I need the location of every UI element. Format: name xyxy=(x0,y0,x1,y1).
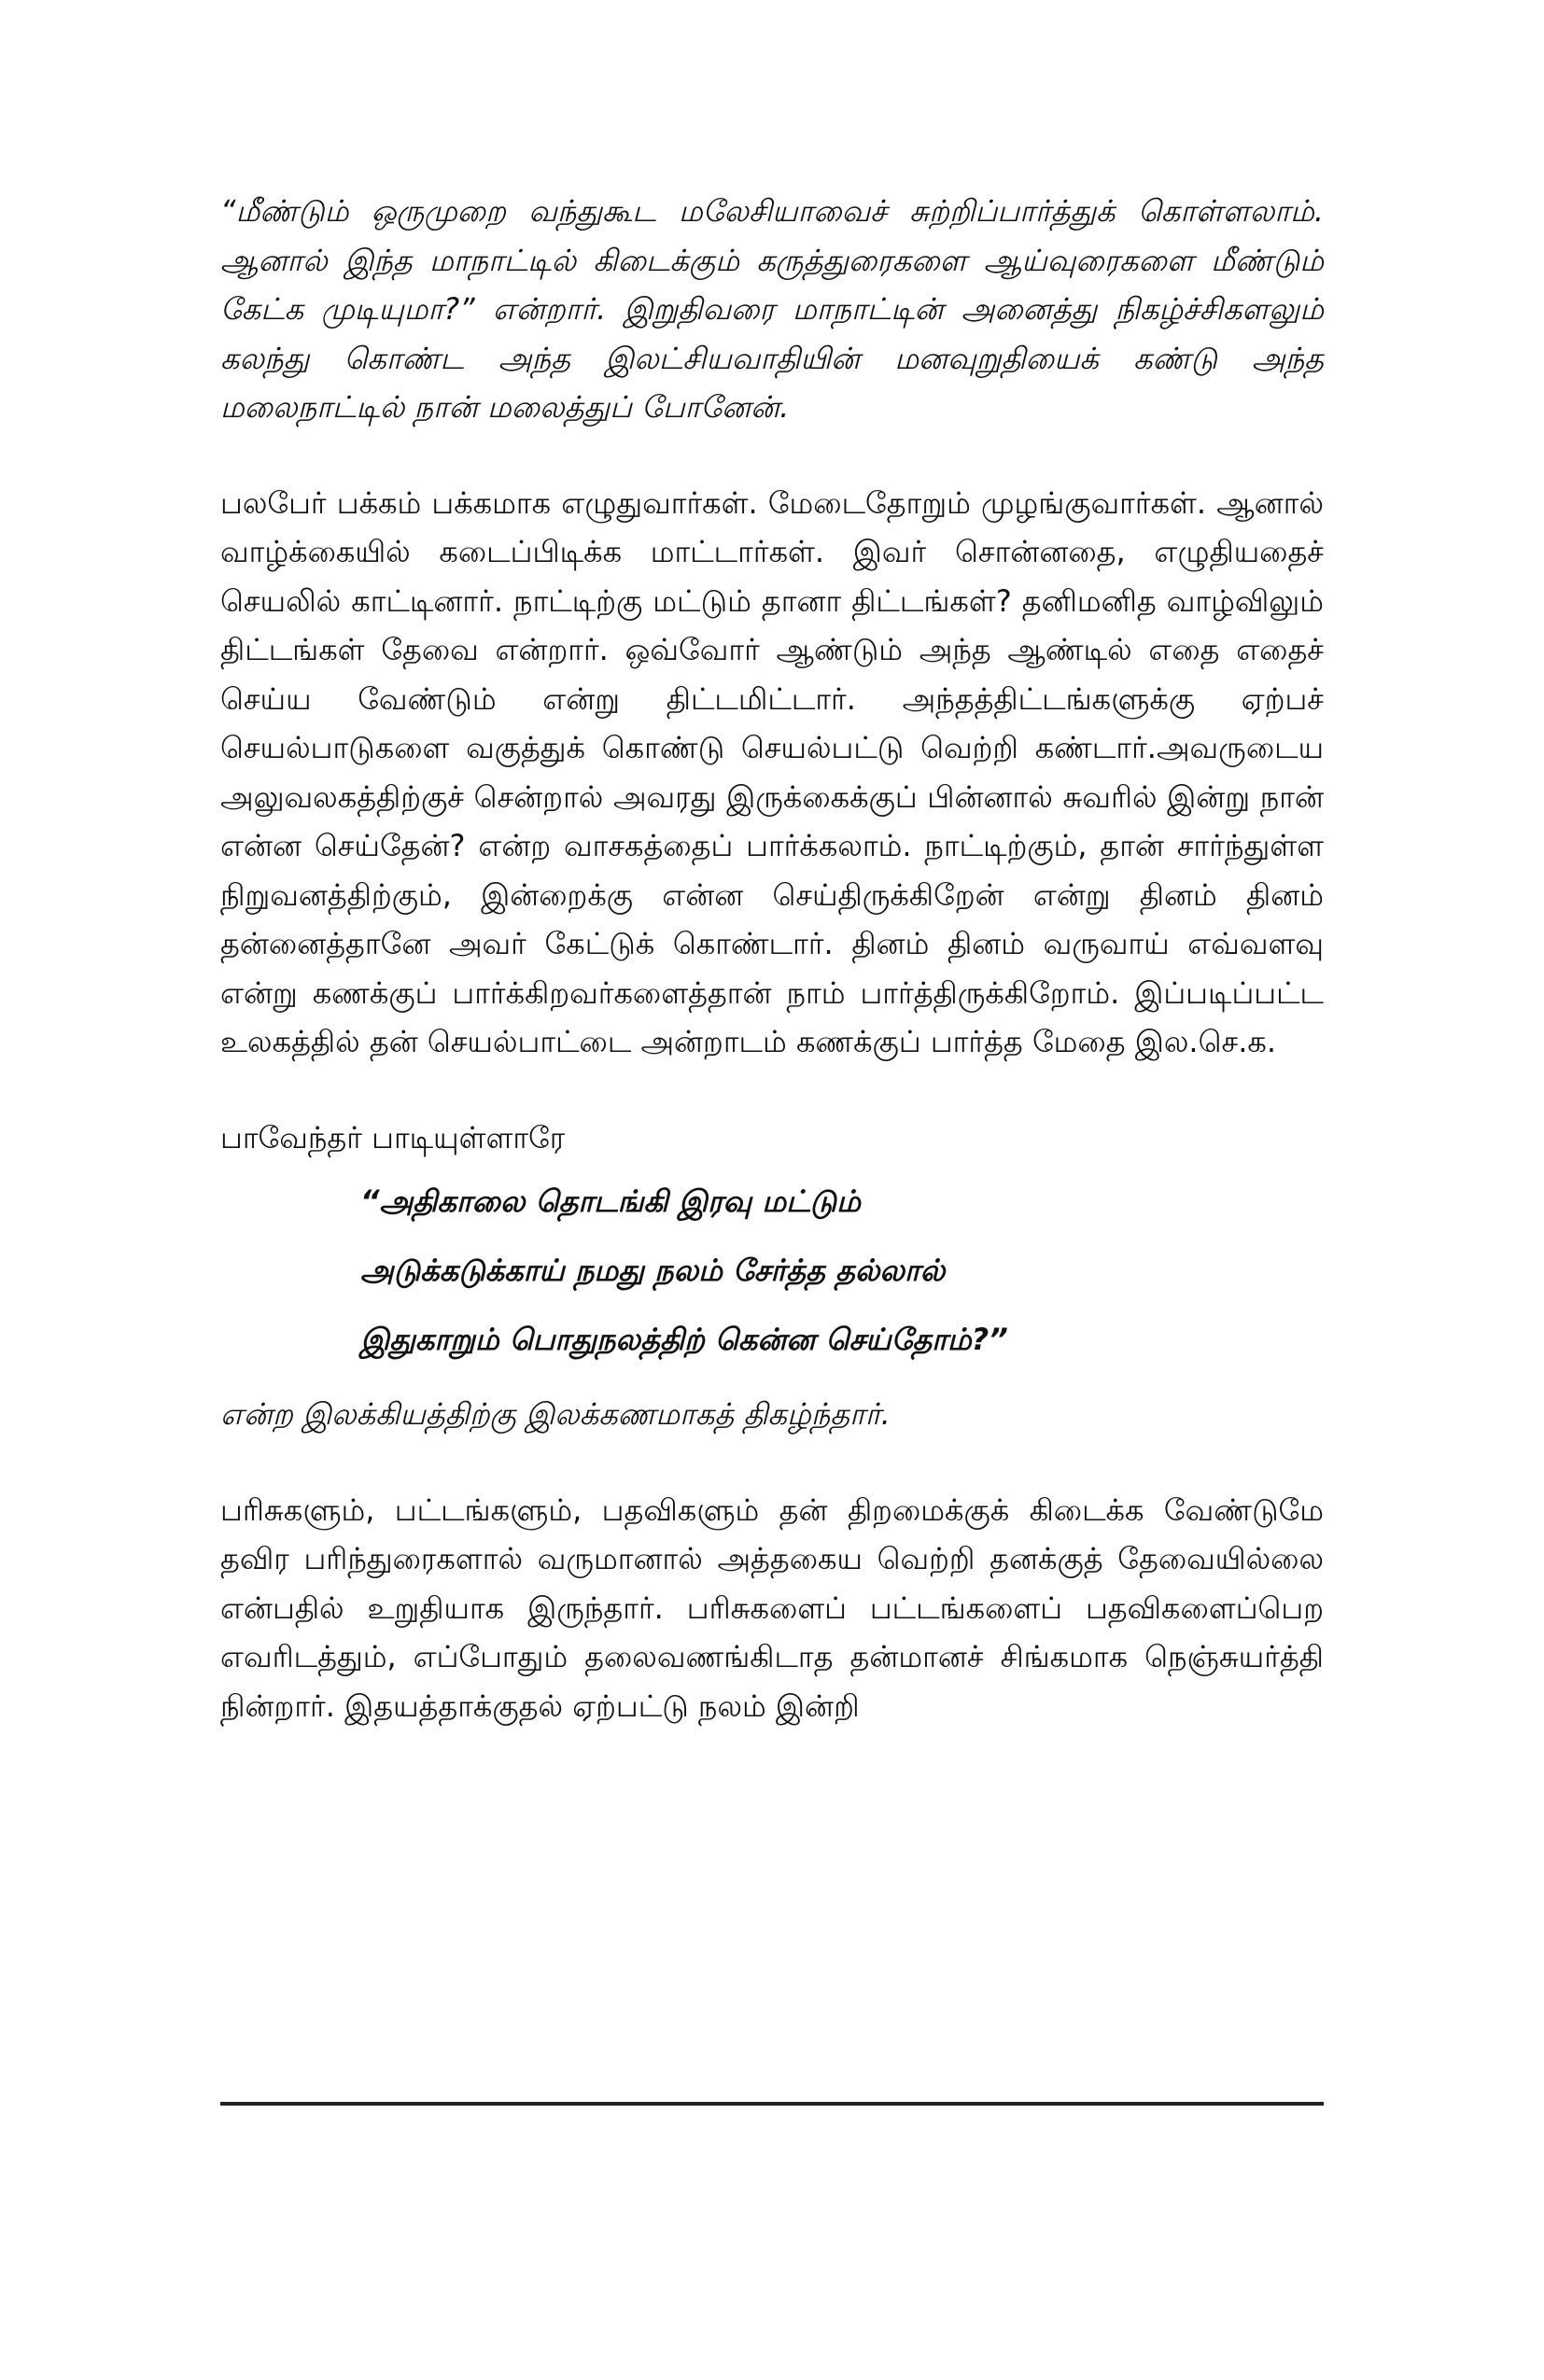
paragraph-verse-outro: என்ற இலக்கியத்திற்கு இலக்கணமாகத் திகழ்ந்தார். xyxy=(220,1396,891,1432)
paragraph-verse-intro: பாவேந்தர் பாடியுள்ளாரே xyxy=(220,1119,566,1155)
page-content xyxy=(220,187,1324,1730)
verse-line-1: “அதிகாலை தொடங்கி இரவு மட்டும் xyxy=(360,1183,861,1219)
verse-line-2: அடுக்கடுக்காய் நமது நலம் சேர்த்த தல்லால் xyxy=(360,1253,946,1288)
verse-line-3: இதுகாறும் பொதுநலத்திற் கென்ன செய்தோம்?” xyxy=(360,1322,1008,1357)
verse-block xyxy=(360,1183,1324,1358)
paragraph-planning: பலபேர் பக்கம் பக்கமாக எழுதுவார்கள். மேடைதோறும் முழங்குவார்கள். ஆனால் வாழ்க்கையில் கடைப்பிடிக்க மாட்டார்கள். இவர் சொன்னதை, எழுதியதைச் செயலில் காட்டினார். நாட்டிற்கு மட்டும் தானா திட்டங்கள்? தனிமனித வாழ்விலும் திட்டங்கள் தேவை என்றார். ஒவ்வோர் ஆண்டும் அந்த ஆண்டில் எதை எதைச் செய்ய வேண்டும் என்று திட்டமிட்டார். அந்தத்திட்டங்களுக்கு ஏற்பச் செயல்பாடுகளை வகுத்துக் கொண்டு செயல்பட்டு வெற்றி கண்டார்.அவருடைய அலுவலகத்திற்குச் சென்றால் அவரது இருக்கைக்குப் பின்னால் சுவரில் இன்று நான் என்ன செய்தேன்? என்ற வாசகத்தைப் பார்க்கலாம். நாட்டிற்கும், தான் சார்ந்துள்ள நிறுவனத்திற்கும், இன்றைக்கு என்ன செய்திருக்கிறேன் என்று தினம் தினம் தன்னைத்தானே அவர் கேட்டுக் கொண்டார். தினம் தினம் வருவாய் எவ்வளவு என்று கணக்குப் பார்க்கிறவர்களைத்தான் நாம் பார்த்திருக்கிறோம். இப்படிப்பட்ட உலகத்தில் தன் செயல்பாட்டை அன்றாடம் கணக்குப் பார்த்த மேதை இல.செ.க. xyxy=(220,484,1324,1059)
footer-divider xyxy=(220,2102,1324,2106)
paragraph-conference-quote: “மீண்டும் ஒருமுறை வந்துகூட மலேசியாவைச் சுற்றிப்பார்த்துக் கொள்ளலாம். ஆனால் இந்த மாநாட்டில் கிடைக்கும் கருத்துரைகளை ஆய்வுரைகளை மீண்டும் கேட்க முடியுமா?” என்றார். இறுதிவரை மாநாட்டின் அனைத்து நிகழ்ச்சிகளலும் கலந்து கொண்ட அந்த இலட்சியவாதியின் மனவுறுதியைக் கண்டு அந்த மலைநாட்டில் நான் மலைத்துப் போனேன். xyxy=(220,193,1324,425)
paragraph-awards: பரிசுகளும், பட்டங்களும், பதவிகளும் தன் திறமைக்குக் கிடைக்க வேண்டுமே தவிர பரிந்துரைகளால் வருமானால் அத்தகைய வெற்றி தனக்குத் தேவையில்லை என்பதில் உறுதியாக இருந்தார். பரிசுகளைப் பட்டங்களைப் பதவிகளைப்பெற எவரிடத்தும், எப்போதும் தலைவணங்கிடாத தன்மானச் சிங்கமாக நெஞ்சுயர்த்தி நின்றார். இதயத்தாக்குதல் ஏற்பட்டு நலம் இன்றி xyxy=(220,1491,1324,1724)
